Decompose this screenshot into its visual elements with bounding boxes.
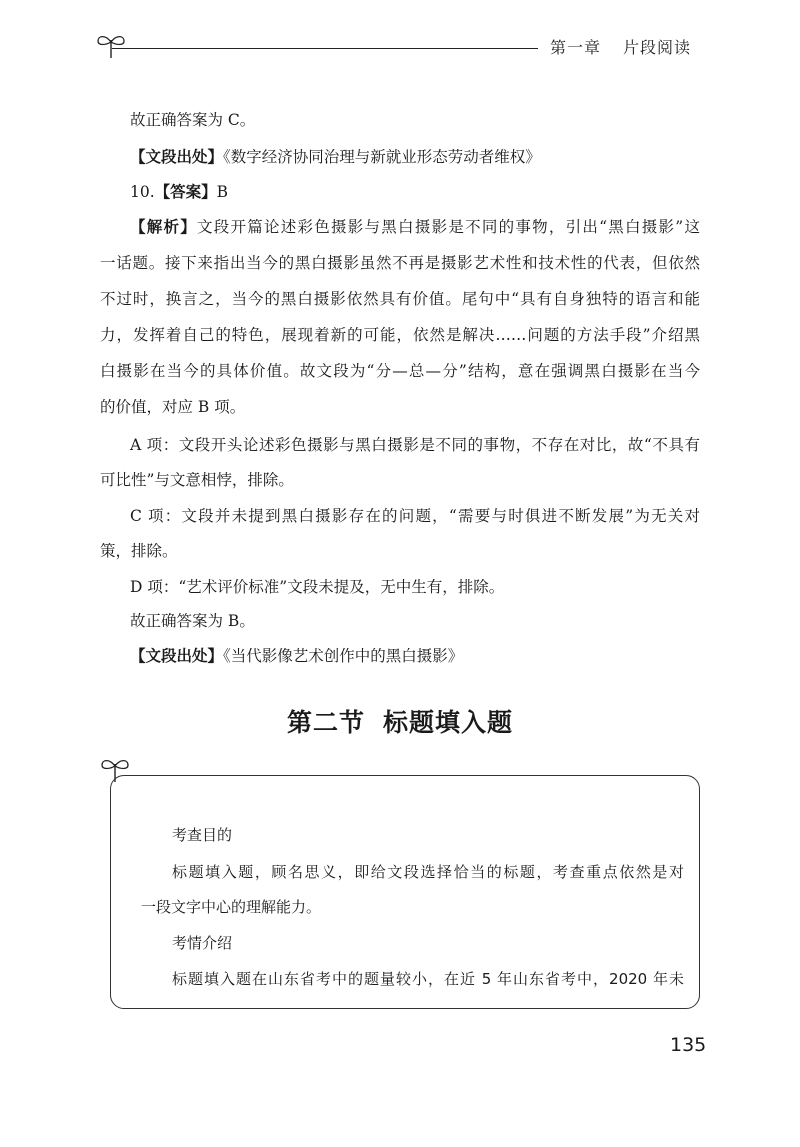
- option-c-line-1: C 项：文段并未提到黑白摄影存在的问题，“需要与时俱进不断发展”为无关对: [130, 507, 700, 525]
- analysis-tag: 【解析】: [130, 218, 198, 236]
- source-2: [130, 646, 700, 666]
- section-title: [0, 703, 800, 739]
- analysis-text-1: 文段开篇论述彩色摄影与黑白摄影是不同的事物，引出“黑白摄影”这: [197, 218, 700, 236]
- option-a-line-1: A 项：文段开头论述彩色摄影与黑白摄影是不同的事物，不存在对比，故“不具有: [130, 436, 700, 454]
- source-2-text: 《当代影像艺术创作中的黑白摄影》: [223, 647, 464, 665]
- analysis-line-2: 一话题。接下来指出当今的黑白摄影虽然不再是摄影艺术性和技术性的代表，但依然: [100, 254, 700, 272]
- option-d: D 项：“艺术评价标准”文段未提及，无中生有，排除。: [130, 578, 505, 596]
- q10-number: 10.: [130, 183, 155, 201]
- q10-answer-value: B: [216, 183, 229, 201]
- running-header: [550, 35, 691, 58]
- purpose-line-2: 一段文字中心的理解能力。: [141, 898, 322, 916]
- q10-answer-tag: 【答案】: [154, 183, 217, 201]
- header-title: 片段阅读: [623, 38, 692, 57]
- analysis-line-1: [130, 217, 700, 237]
- intro-line-1: 标题填入题在山东省考中的题量较小，在近 5 年山东省考中，2020 年未: [172, 970, 684, 988]
- analysis-line-4: 力，发挥着自己的特色，展现着新的可能，依然是解决……问题的方法手段”介绍黑: [100, 326, 700, 344]
- section-number: 第二节: [286, 708, 365, 737]
- source-2-tag: 【文段出处】: [130, 647, 224, 665]
- analysis-line-5: 白摄影在当今的具体价值。故文段为“分—总—分”结构，意在强调黑白摄影在当今: [100, 362, 700, 380]
- sprout-icon: [96, 28, 126, 62]
- source-1: [130, 147, 700, 167]
- source-1-text: 《数字经济协同治理与新就业形态劳动者维权》: [223, 148, 541, 166]
- purpose-heading: 考查目的: [172, 826, 233, 844]
- analysis-line-3: 不过时，换言之，当今的黑白摄影依然具有价值。尾句中“具有自身独特的语言和能: [100, 290, 700, 308]
- q10-answer: [130, 182, 700, 202]
- purpose-line-1: 标题填入题，顾名思义，即给文段选择恰当的标题，考查重点依然是对: [172, 863, 684, 881]
- header-chapter: 第一章: [550, 38, 602, 57]
- page-number: 135: [670, 1034, 707, 1056]
- source-1-tag: 【文段出处】: [130, 148, 224, 166]
- conclusion-b: 故正确答案为 B。: [130, 612, 255, 630]
- intro-heading: 考情介绍: [172, 934, 233, 952]
- conclusion-c: 故正确答案为 C。: [130, 111, 256, 129]
- option-a-line-2: 可比性”与文意相悖，排除。: [100, 471, 294, 489]
- option-c-line-2: 策，排除。: [100, 542, 178, 560]
- analysis-line-6: 的价值，对应 B 项。: [100, 398, 246, 416]
- header-rule: [112, 48, 538, 49]
- section-name: 标题填入题: [383, 708, 514, 737]
